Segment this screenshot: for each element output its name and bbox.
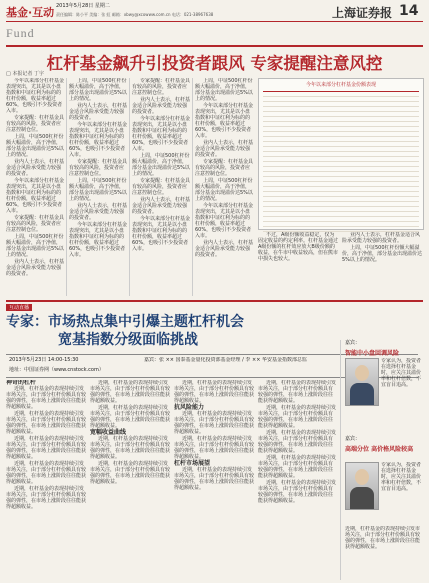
guest-sidebar (340, 340, 423, 580)
guest-body-2 (350, 487, 374, 509)
subheading: 抗风险能力 (174, 404, 205, 411)
section2-headline-line2: 宽基指数分级面临挑战 (58, 332, 198, 348)
article-column-5 (258, 232, 338, 296)
guest-label-1: 嘉宾： (345, 340, 361, 346)
paragraph: 近期，杠杆基金的表现持续引发市场关注，由于部分杠杆份额具有较强的弹性，在市场上涨阶段往往能获得超额收益。 (6, 436, 86, 460)
section-rule (6, 300, 423, 302)
paragraph: 业内人士表示，杠杆基金适合风险承受能力较强的投资者。 (6, 159, 64, 177)
section2-column-1 (6, 380, 86, 580)
paragraph: 业内人士表示，杠杆基金适合风险承受能力较强的投资者。 (342, 232, 421, 244)
paragraph: 近期，杠杆基金的表现持续引发市场关注，由于部分杠杆份额具有较强的弹性，在市场上涨阶段往往能获得超额收益。 (6, 486, 86, 510)
paragraph: 上周，中证500杠杆份额大幅溢价，高于净值，部分基金出现溢价达5%以上的情况。 (69, 178, 127, 202)
article-column-2 (69, 78, 127, 296)
guest-text-2: 专家认为，投资者在选择杠杆基金时，应关注其溢价率和杠杆倍数，不宜盲目追高。 (381, 462, 421, 492)
data-table-box (258, 78, 424, 230)
section2-column-4 (258, 380, 336, 580)
paragraph: 近期，杠杆基金的表现持续引发市场关注，由于部分杠杆份额具有较强的弹性，在市场上涨阶段往往能获得超额收益。 (6, 386, 86, 410)
section2-column-2 (90, 380, 170, 580)
paragraph: 专家提醒：杠杆基金具有较高的风险，投资者应注意控制仓位。 (6, 115, 64, 133)
page-header (0, 0, 429, 46)
paragraph: 近期，杠杆基金的表现持续引发市场关注，由于部分杠杆份额具有较强的弹性，在市场上涨阶段往往能获得超额收益。 (174, 411, 254, 435)
event-address: 地址：中国证券网（www.cnstock.com） (9, 367, 104, 373)
page-number: 14 (399, 3, 419, 19)
paragraph: 专家提醒：杠杆基金具有较高的风险，投资者应注意控制仓位。 (6, 215, 64, 233)
guest-photo-1 (345, 358, 379, 406)
guest-topic-2: 高端分位 高价格风险较高 (345, 446, 414, 453)
paragraph: 近期，杠杆基金的表现持续引发市场关注，由于部分杠杆份额具有较强的弹性，在市场上涨阶段往往能获得超额收益。 (258, 455, 336, 479)
paragraph: 近期，杠杆基金的表现持续引发市场关注，由于部分杠杆份额具有较强的弹性，在市场上涨阶段往往能获得超额收益。 (174, 436, 254, 460)
header-rule-thick (6, 45, 423, 47)
paragraph: 专家提醒：杠杆基金具有较高的风险，投资者应注意控制仓位。 (69, 159, 127, 177)
article-byline: □ 本报记者 丁宇 (6, 71, 44, 77)
editor-line: 责任编辑：陈小平 美编：张 虹 邮箱：xbwy@xcowww.com.cn 电话：021-38967638 (56, 12, 214, 17)
paragraph: 业内人士表示，杠杆基金适合风险承受能力较强的投资者。 (195, 140, 253, 158)
guest-text-3: 近期，杠杆基金的表现持续引发市场关注，由于部分杠杆份额具有较强的弹性，在市场上涨阶段往往能获得超额收益。 (345, 526, 421, 550)
paragraph: 专家提醒：杠杆基金具有较高的风险，投资者应注意控制仓位。 (132, 78, 190, 96)
paragraph: 业内人士表示，杠杆基金适合风险承受能力较强的投资者。 (69, 203, 127, 221)
article-column-6 (342, 232, 422, 296)
paragraph: 近期，杠杆基金的表现持续引发市场关注，由于部分杠杆份额具有较强的弹性，在市场上涨阶段往往能获得超额收益。 (258, 480, 336, 504)
event-guests: 嘉宾：张 ×× 国泰基金量化投资部基金经理 / 李 ×× 华安基金指数部总监 (144, 357, 307, 363)
table-body (263, 91, 419, 232)
paragraph: 近期，杠杆基金的表现持续引发市场关注，由于部分杠杆份额具有较强的弹性，在市场上涨阶段往往能获得超额收益。 (90, 380, 170, 404)
header-rule (6, 21, 423, 22)
subheading: 杠杆市场展望 (174, 460, 211, 467)
paragraph: 近期，杠杆基金的表现持续引发市场关注，由于部分杠杆份额具有较强的弹性，在市场上涨阶段往往能获得超额收益。 (90, 461, 170, 485)
section2-column-3 (174, 380, 254, 580)
paragraph: 今年以来部分杠杆基金表现突出，尤其是以小盘指数和中证红利为标的的杠杆份额，收益率超过60%，也吸引不少投资者入市。 (69, 222, 127, 258)
subheading: 宽幅收益曲线 (90, 429, 127, 436)
newspaper-name: 上海证券报 (332, 6, 393, 20)
paragraph: 近期，杠杆基金的表现持续引发市场关注，由于部分杠杆份额具有较强的弹性，在市场上涨阶段往往能获得超额收益。 (90, 405, 170, 429)
paragraph: 今年以来部分杠杆基金表现突出，尤其是以小盘指数和中证红利为标的的杠杆份额，收益率超过60%，也吸引不少投资者入市。 (6, 78, 64, 114)
section-category: 基金·互动 (6, 6, 55, 19)
paragraph: 近期，杠杆基金的表现持续引发市场关注，由于部分杠杆份额具有较强的弹性，在市场上涨阶段往往能获得超额收益。 (174, 467, 254, 491)
guest-text-1: 专家认为，投资者在选择杠杆基金时，应关注其溢价率和杠杆倍数，不宜盲目追高。 (381, 358, 421, 388)
paragraph: 专家提醒：杠杆基金具有较高的风险，投资者应注意控制仓位。 (132, 178, 190, 196)
paragraph: 上周，中证500杠杆份额大幅溢价，高于净值，部分基金出现溢价达5%以上的情况。 (6, 134, 64, 158)
subheading: 神奇的杠杆 (6, 380, 37, 386)
section-english-title: Fund (6, 26, 35, 40)
paragraph: 今年以来部分杠杆基金表现突出，尤其是以小盘指数和中证红利为标的的杠杆份额，收益率超过60%，也吸引不少投资者入市。 (195, 103, 253, 139)
paragraph: 业内人士表示，杠杆基金适合风险承受能力较强的投资者。 (6, 259, 64, 277)
paragraph: 上周，中证500杠杆份额大幅溢价，高于净值，部分基金出现溢价达5%以上的情况。 (195, 78, 253, 102)
article-column-4 (195, 78, 253, 296)
paragraph: 近期，杠杆基金的表现持续引发市场关注，由于部分杠杆份额具有较强的弹性，在市场上涨阶段往往能获得超额收益。 (258, 405, 336, 429)
paragraph: 业内人士表示，杠杆基金适合风险承受能力较强的投资者。 (132, 97, 190, 115)
dateline: 2013年5月28日 星期二 (56, 3, 110, 9)
paragraph: 上周，中证500杠杆份额大幅溢价，高于净值，部分基金出现溢价达5%以上的情况。 (342, 245, 422, 263)
guest-body-1 (350, 383, 374, 405)
paragraph: 上周，中证500杠杆份额大幅溢价，高于净值，部分基金出现溢价达5%以上的情况。 (69, 78, 127, 102)
guest-label-2: 嘉宾： (345, 436, 361, 442)
guest-photo-2 (345, 462, 379, 510)
paragraph: 近期，杠杆基金的表现持续引发市场关注，由于部分杠杆份额具有较强的弹性，在市场上涨阶段往往能获得超额收益。 (174, 380, 254, 404)
paragraph: 上周，中证500杠杆份额大幅溢价，高于净值，部分基金出现溢价达5%以上的情况。 (6, 234, 64, 258)
column-divider (192, 78, 193, 296)
paragraph: 今年以来部分杠杆基金表现突出，尤其是以小盘指数和中证红利为标的的杠杆份额，收益率超过60%，也吸引不少投资者入市。 (69, 122, 127, 158)
paragraph: 上周，中证500杠杆份额大幅溢价，高于净值，部分基金出现溢价达5%以上的情况。 (195, 178, 253, 202)
paragraph: 今年以来部分杠杆基金表现突出，尤其是以小盘指数和中证红利为标的的杠杆份额，收益率超过60%，也吸引不少投资者入市。 (132, 216, 190, 252)
guest-topic-1: 智能中小盘回调风险 (345, 350, 400, 357)
paragraph: 业内人士表示，杠杆基金适合风险承受能力较强的投资者。 (69, 103, 127, 121)
paragraph: 今年以来部分杠杆基金表现突出，尤其是以小盘指数和中证红利为标的的杠杆份额，收益率超过60%，也吸引不少投资者入市。 (132, 116, 190, 152)
column-divider (66, 78, 67, 296)
column-divider (129, 78, 130, 296)
paragraph: 业内人士表示，杠杆基金适合风险承受能力较强的投资者。 (132, 197, 190, 215)
paragraph: 近期，杠杆基金的表现持续引发市场关注，由于部分杠杆份额具有较强的弹性，在市场上涨阶段往往能获得超额收益。 (6, 411, 86, 435)
table-title: 今年以来部分杠杆基金份额表现 (305, 82, 376, 88)
section2-headline-line1: 专家：市场热点集中引爆主题杠杆机会 (6, 314, 244, 330)
paragraph: 今年以来部分杠杆基金表现突出，尤其是以小盘指数和中证红利为标的的杠杆份额，收益率超过60%，也吸引不少投资者入市。 (6, 178, 64, 214)
paragraph: 不过，A级份额收益稳定，仅为固定收益的约定利率。杠杆基金通过A级份额的杠杆效应放大B级份额的收益，在牛市中收益较高，但在熊市中损失也较大。 (258, 232, 338, 262)
paragraph: 上周，中证500杠杆份额大幅溢价，高于净值，部分基金出现溢价达5%以上的情况。 (132, 153, 190, 177)
section-label: 互动直播 (6, 304, 32, 311)
paragraph: 专家提醒：杠杆基金具有较高的风险，投资者应注意控制仓位。 (195, 159, 253, 177)
paragraph: 近期，杠杆基金的表现持续引发市场关注，由于部分杠杆份额具有较强的弹性，在市场上涨阶段往往能获得超额收益。 (6, 461, 86, 485)
paragraph: 业内人士表示，杠杆基金适合风险承受能力较强的投资者。 (195, 240, 253, 258)
event-time: 2013年5月23日 14:00-15:30 (9, 357, 79, 363)
paragraph: 近期，杠杆基金的表现持续引发市场关注，由于部分杠杆份额具有较强的弹性，在市场上涨阶段往往能获得超额收益。 (258, 380, 336, 404)
article-column-3 (132, 78, 190, 296)
article-column-1 (6, 78, 64, 296)
paragraph: 今年以来部分杠杆基金表现突出，尤其是以小盘指数和中证红利为标的的杠杆份额，收益率超过60%，也吸引不少投资者入市。 (195, 203, 253, 239)
guest-face-2 (355, 469, 369, 485)
article-headline: 杠杆基金飙升引投资者跟风 专家提醒注意风控 (46, 54, 383, 73)
guest-face-1 (355, 365, 369, 381)
paragraph: 近期，杠杆基金的表现持续引发市场关注，由于部分杠杆份额具有较强的弹性，在市场上涨阶段往往能获得超额收益。 (90, 436, 170, 460)
paragraph: 近期，杠杆基金的表现持续引发市场关注，由于部分杠杆份额具有较强的弹性，在市场上涨阶段往往能获得超额收益。 (258, 430, 336, 454)
